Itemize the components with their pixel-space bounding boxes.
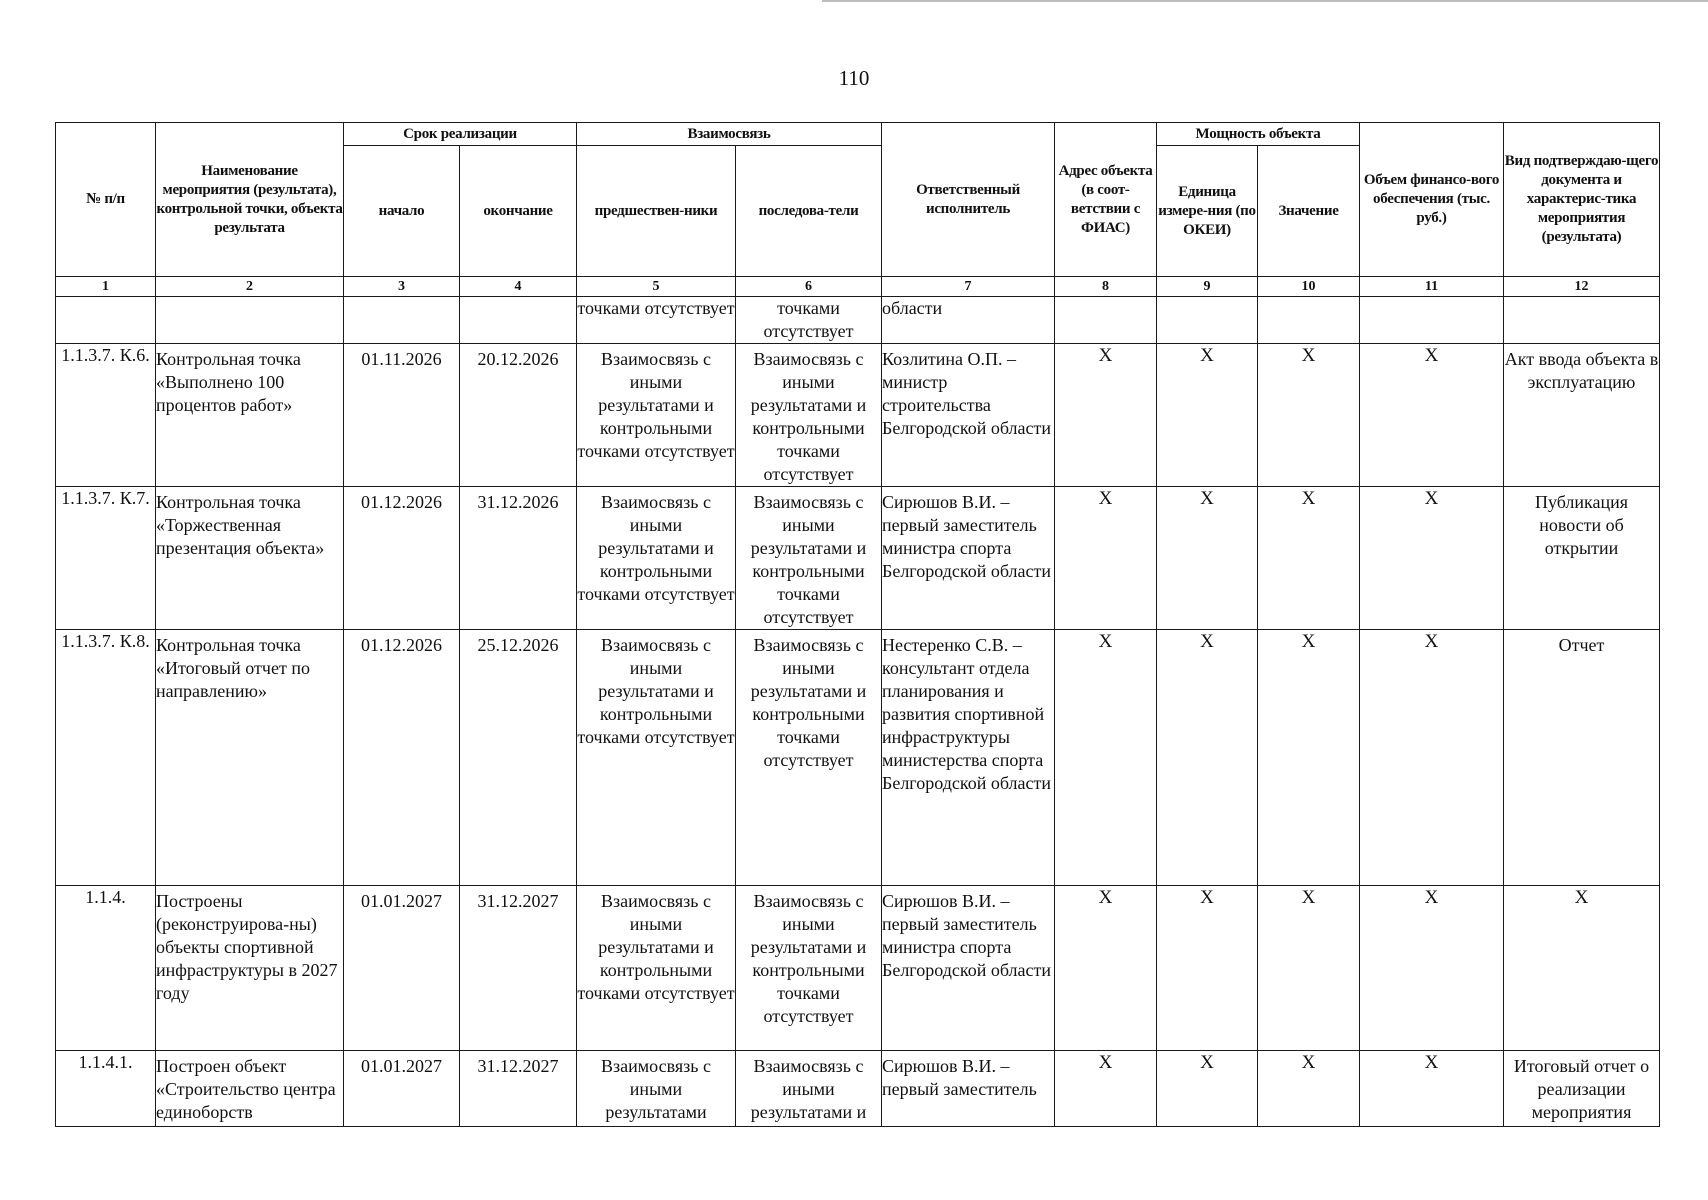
cell-predecessors: Взаимосвязь с иными результатами и контрольными точками отсутствует: [577, 487, 736, 630]
cell-predecessors: точками отсутствует: [577, 297, 736, 344]
cell-address: Х: [1055, 630, 1157, 886]
cell-empty: [1055, 297, 1157, 344]
col-number: 10: [1258, 277, 1360, 297]
cell-end: 31.12.2026: [460, 487, 577, 630]
col-number: 12: [1504, 277, 1660, 297]
cell-responsible: Сирюшов В.И. – первый заместитель министра спорта Белгородской области: [882, 487, 1055, 630]
table-row: [56, 487, 1660, 630]
header-period: Срок реализации: [344, 123, 577, 146]
cell-empty: [1504, 297, 1660, 344]
col-number: 1: [56, 277, 156, 297]
cell-end: 25.12.2026: [460, 630, 577, 886]
cell-value: Х: [1258, 487, 1360, 630]
cell-address: Х: [1055, 886, 1157, 1051]
table-row: [56, 344, 1660, 487]
cell-empty: [156, 297, 344, 344]
cell-document: Отчет: [1504, 630, 1660, 886]
header-relation: Взаимосвязь: [577, 123, 882, 146]
cell-responsible: Сирюшов В.И. – первый заместитель: [882, 1051, 1055, 1127]
cell-document: Итоговый отчет о реализации мероприятия: [1504, 1051, 1660, 1127]
cell-empty: [1258, 297, 1360, 344]
cell-responsible: Козлитина О.П. – министр строительства Белгородской области: [882, 344, 1055, 487]
cell-end: 20.12.2026: [460, 344, 577, 487]
header-start: начало: [344, 146, 460, 277]
col-number: 6: [736, 277, 882, 297]
cell-id: 1.1.4.: [56, 886, 156, 1051]
cell-predecessors: Взаимосвязь с иными результатами и контрольными точками отсутствует: [577, 344, 736, 487]
cell-predecessors: Взаимосвязь с иными результатами и контрольными точками отсутствует: [577, 630, 736, 886]
header-finance: Объем финансо-вого обеспечения (тыс. руб.): [1360, 123, 1504, 277]
cell-finance: Х: [1360, 487, 1504, 630]
cell-value: Х: [1258, 1051, 1360, 1127]
cell-address: Х: [1055, 344, 1157, 487]
page-number: 110: [838, 66, 870, 90]
cell-responsible: Нестеренко С.В. – консультант отдела планирования и развития спортивной инфраструктуры министерства спорта Белгородской области: [882, 630, 1055, 886]
cell-responsible: Сирюшов В.И. – первый заместитель министра спорта Белгородской области: [882, 886, 1055, 1051]
cell-empty: [344, 297, 460, 344]
cell-address: Х: [1055, 487, 1157, 630]
header-capacity: Мощность объекта: [1157, 123, 1360, 146]
cell-name: Контрольная точка «Торжественная презентация объекта»: [156, 487, 344, 630]
col-number: 9: [1157, 277, 1258, 297]
header-unit: Единица измере-ния (по ОКЕИ): [1157, 146, 1258, 277]
header-responsible: Ответственный исполнитель: [882, 123, 1055, 277]
table-row: [56, 886, 1660, 1051]
cell-value: Х: [1258, 344, 1360, 487]
cell-unit: Х: [1157, 487, 1258, 630]
cell-successors: Взаимосвязь с иными результатами и контрольными точками отсутствует: [736, 630, 882, 886]
col-number: 11: [1360, 277, 1504, 297]
continuation-row: [56, 297, 1660, 344]
header-name: Наименование мероприятия (результата), контрольной точки, объекта результата: [156, 123, 344, 277]
cell-responsible: области: [882, 297, 1055, 344]
table-row: [56, 1051, 1660, 1127]
col-number: 5: [577, 277, 736, 297]
col-number: 8: [1055, 277, 1157, 297]
cell-name: Контрольная точка «Итоговый отчет по направлению»: [156, 630, 344, 886]
cell-unit: Х: [1157, 344, 1258, 487]
cell-finance: Х: [1360, 886, 1504, 1051]
cell-empty: [1157, 297, 1258, 344]
cell-end: 31.12.2027: [460, 886, 577, 1051]
cell-document: Акт ввода объекта в эксплуатацию: [1504, 344, 1660, 487]
cell-finance: Х: [1360, 1051, 1504, 1127]
cell-id: 1.1.3.7. К.7.: [56, 487, 156, 630]
col-number: 4: [460, 277, 577, 297]
header-successors: последова-тели: [736, 146, 882, 277]
cell-start: 01.11.2026: [344, 344, 460, 487]
header-value: Значение: [1258, 146, 1360, 277]
col-number: 7: [882, 277, 1055, 297]
cell-successors: точками отсутствует: [736, 297, 882, 344]
cell-end: 31.12.2027: [460, 1051, 577, 1127]
cell-name: Построены (реконструирова-ны) объекты спортивной инфраструктуры в 2027 году: [156, 886, 344, 1051]
cell-predecessors: Взаимосвязь с иными результатами и контрольными точками отсутствует: [577, 886, 736, 1051]
cell-name: Контрольная точка «Выполнено 100 процентов работ»: [156, 344, 344, 487]
cell-address: Х: [1055, 1051, 1157, 1127]
cell-start: 01.01.2027: [344, 886, 460, 1051]
cell-predecessors: Взаимосвязь с иными результатами: [577, 1051, 736, 1127]
column-numbers-row: [56, 277, 1660, 297]
cell-empty: [460, 297, 577, 344]
schedule-table: [55, 122, 1660, 1127]
header-num: № п/п: [56, 123, 156, 277]
cell-successors: Взаимосвязь с иными результатами и контрольными точками отсутствует: [736, 487, 882, 630]
cell-document: Х: [1504, 886, 1660, 1051]
cell-empty: [1360, 297, 1504, 344]
header-address: Адрес объекта (в соот-ветствии с ФИАС): [1055, 123, 1157, 277]
cell-name: Построен объект «Строительство центра единоборств: [156, 1051, 344, 1127]
col-number: 3: [344, 277, 460, 297]
scan-edge-line: [822, 0, 1708, 2]
cell-id: 1.1.3.7. К.6.: [56, 344, 156, 487]
cell-unit: Х: [1157, 630, 1258, 886]
cell-successors: Взаимосвязь с иными результатами и контрольными точками отсутствует: [736, 886, 882, 1051]
cell-successors: Взаимосвязь с иными результатами и контрольными точками отсутствует: [736, 344, 882, 487]
cell-finance: Х: [1360, 630, 1504, 886]
cell-start: 01.12.2026: [344, 630, 460, 886]
cell-value: Х: [1258, 630, 1360, 886]
cell-document: Публикация новости об открытии: [1504, 487, 1660, 630]
header-predecessors: предшествен-ники: [577, 146, 736, 277]
cell-unit: Х: [1157, 886, 1258, 1051]
table-row: [56, 630, 1660, 886]
cell-empty: [56, 297, 156, 344]
cell-value: Х: [1258, 886, 1360, 1051]
cell-finance: Х: [1360, 344, 1504, 487]
cell-id: 1.1.3.7. К.8.: [56, 630, 156, 886]
header-document: Вид подтверждаю-щего документа и характерис-тика мероприятия (результата): [1504, 123, 1660, 277]
col-number: 2: [156, 277, 344, 297]
cell-start: 01.01.2027: [344, 1051, 460, 1127]
cell-successors: Взаимосвязь с иными результатами и: [736, 1051, 882, 1127]
cell-id: 1.1.4.1.: [56, 1051, 156, 1127]
header-end: окончание: [460, 146, 577, 277]
cell-start: 01.12.2026: [344, 487, 460, 630]
cell-unit: Х: [1157, 1051, 1258, 1127]
